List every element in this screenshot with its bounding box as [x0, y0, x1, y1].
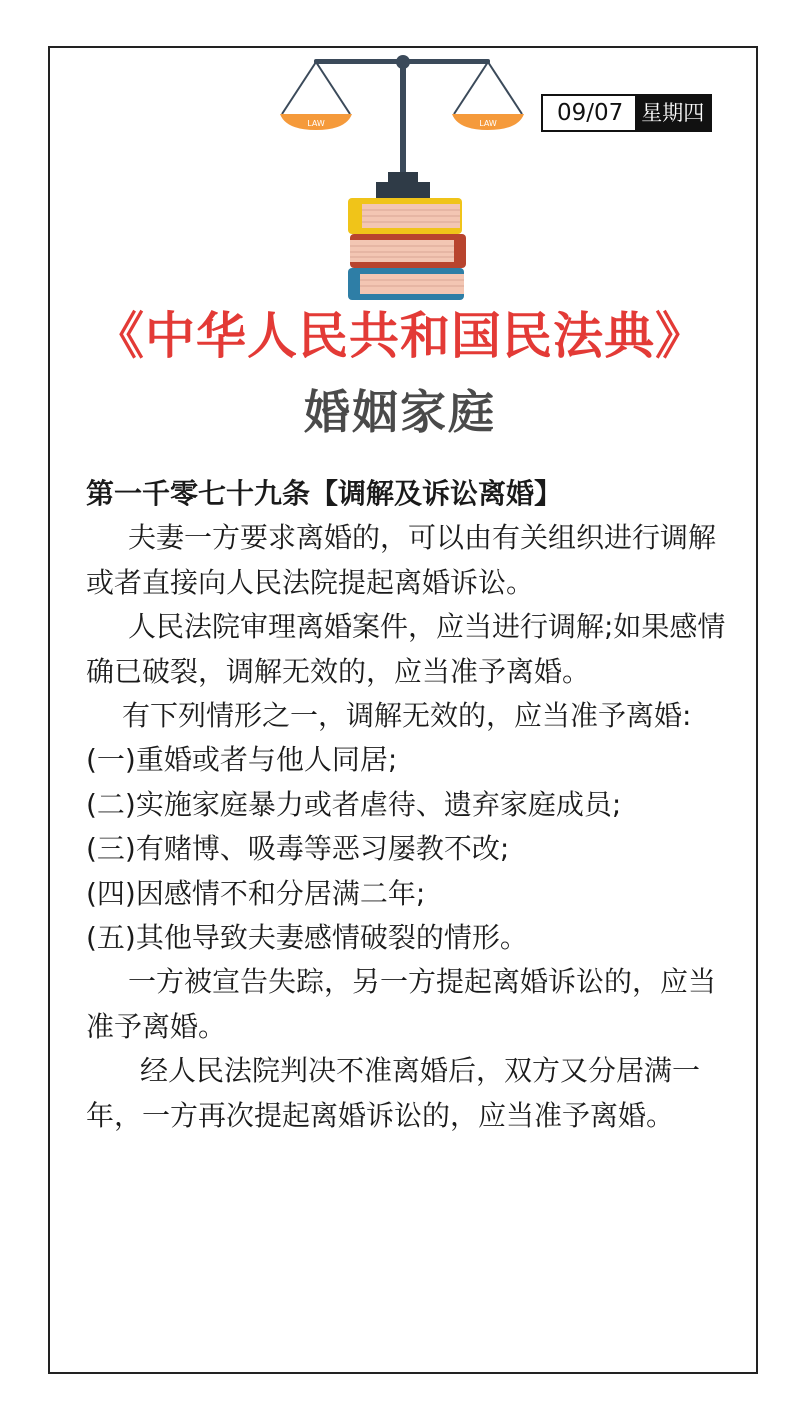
book-bottom: [348, 268, 464, 300]
right-pan-label: LAW: [479, 119, 497, 128]
article-paragraph-5: 经人民法院判决不准离婚后，双方又分居满一年，一方再次提起离婚诉讼的，应当准予离婚。: [86, 1054, 701, 1132]
list-item: (二)实施家庭暴力或者虐待、遗弃家庭成员;: [86, 787, 622, 821]
list-item: (五)其他导致夫妻感情破裂的情形。: [86, 921, 528, 955]
article-paragraph-4: 一方被宣告失踪，另一方提起离婚诉讼的，应当准予离婚。: [86, 965, 717, 1043]
article-paragraph-1: 夫妻一方要求离婚的，可以由有关组织进行调解或者直接向人民法院提起离婚诉讼。: [86, 521, 717, 599]
scales-and-books-illustration: [270, 52, 532, 302]
article-heading: 第一千零七十九条【调解及诉讼离婚】: [86, 477, 563, 510]
article-paragraph-3: 有下列情形之一，调解无效的，应当准予离婚:: [122, 699, 692, 733]
list-item: (一)重婚或者与他人同居;: [86, 743, 398, 777]
weekday-text: 星期四: [635, 96, 710, 130]
scale-pole: [400, 66, 406, 178]
list-item: (四)因感情不和分居满二年;: [86, 876, 426, 910]
scale-base: [376, 182, 430, 198]
page-subtitle: 婚姻家庭: [304, 385, 496, 439]
book-top: [348, 198, 462, 234]
article-body: [86, 472, 736, 1138]
page-title: 《中华人民共和国民法典》: [94, 307, 706, 365]
list-item: (三)有赌博、吸毒等恶习屡教不改;: [86, 832, 510, 866]
date-badge: [541, 94, 712, 132]
article-paragraph-2: 人民法院审理离婚案件，应当进行调解;如果感情确已破裂，调解无效的，应当准予离婚。: [86, 610, 726, 688]
book-middle: [350, 234, 466, 268]
left-pan-label: LAW: [307, 119, 325, 128]
date-text: 09/07: [543, 96, 635, 130]
